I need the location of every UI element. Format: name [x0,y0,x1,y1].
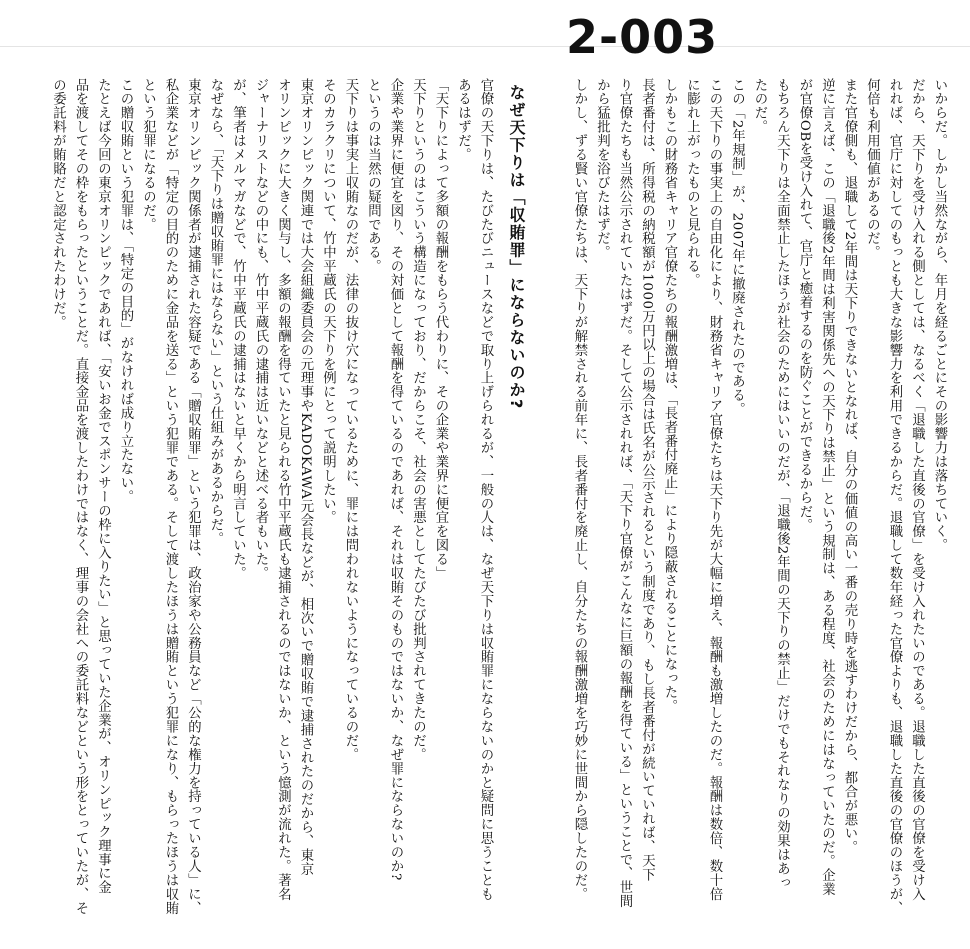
text-line: 企業や業界に便宜を図り、その対価として報酬を得ているのであれば、それは収賄そのものではないか、なぜ罪にならないのか? [388,78,403,881]
lower-text-block [26,78,496,938]
text-line: が官僚OBを受け入れて、官庁と癒着するのを防ぐことができるからだ。 [797,78,812,533]
text-line: いからだ。しかし当然ながら、年月を経るごとにその影響力は落ちていく。 [932,78,947,553]
text-line: 私企業などが「特定の目的のために金品を送る」という犯罪である。そして渡したほうは贈賄という犯罪になり、もらったほうは収賄 [163,78,178,915]
text-line: 逆に言えば、この「退職後2年間は利害関係先への天下りは禁止」という規制は、ある程度、社会のためにはなっていたのだ。企業 [819,78,835,897]
text-line: 何倍も利用価値があるのだ。 [864,78,880,260]
upper-text-block [550,78,950,938]
text-line: 官僚の天下りは、たびたびニュースなどで取り上げられるが、一般の人は、なぜ天下りは収賄罪にならないのかと疑問に思うことも [478,78,493,902]
text-line: という犯罪になるのだ。 [140,78,156,232]
text-line: というのは当然の疑問である。 [365,78,381,274]
text-line: たとえば今回の東京オリンピックであれば、「安いお金でスポンサーの枠に入りたい」と思っていた企業が、オリンピック理事に金 [95,78,111,895]
text-line: しかもこの財務省キャリア官僚たちの報酬激増は、「長者番付廃止」により隠蔽されることになった。 [662,78,677,713]
text-line: の委託料が賄賂だと認定されたわけだ。 [50,78,66,330]
text-line: 天下りは事実上収賄なのだが、法律の抜け穴になっているために、罪には問われないようになっているのだ。 [343,78,358,762]
text-line: 東京オリンピック関係者が逮捕された容疑である「贈収賄罪」という犯罪は、政治家や公務員など「公的な権力を持っている人」に、 [185,78,201,915]
text-line: 品を渡してその枠をもらったということだ。直接金品を渡したわけではなく、理事の会社への委託料などという形をとっていたが、そ [73,78,88,915]
section-heading: なぜ天下りは「収賄罪」にならないのか? [507,84,526,410]
text-line: に膨れ上がったものと見られる。 [684,78,700,288]
text-line: が、筆者はメルマガなどで、竹中平蔵氏の逮捕はないと早くから明言していた。 [230,78,246,581]
page-number: 2-003 [566,10,719,64]
text-line: あるはずだ。 [455,78,471,162]
text-line: また官僚側も、退職して2年間は天下りできないとなれば、自分の価値の高い一番の売り時を逃すわけだから、都合が悪い。 [842,78,857,855]
text-line: この「2年規制」が、2007年に撤廃されたのである。 [729,78,745,417]
text-line: れれば、官庁に対してのもっとも大きな影響力を利用できるからだ。退職して数年経った官僚よりも、退職した直後の官僚のほうが、 [887,78,902,915]
text-line: 東京オリンピック関連では大会組織委員会の元理事やKADOKAWA元会長などが、相次いで贈収賄で逮捕されたのだから、東京 [298,78,313,877]
text-line: もちろん天下りは全面禁止したほうが社会のためにはいいのだが、「退職後2年間の天下りの禁止」だけでもそれなりの効果はあっ [774,78,790,890]
text-line: この贈収賄という犯罪は、「特定の目的」がなければ成り立たない。 [118,78,133,504]
text-line: 長者番付は、所得税の納税額が1000万円以上の場合は氏名が公示されるという制度であり、もし長者番付が続いていれば、天下 [639,78,655,882]
text-line: しかし、ずる賢い官僚たちは、天下りが解禁される前年に、長者番付を廃止し、自分たちの報酬激増を巧妙に世間から隠したのだ。 [572,78,587,902]
text-line: そのカラクリについて、竹中平蔵氏の天下りを例にとって説明したい。 [320,78,336,525]
text-line: なぜなら、「天下りは贈収賄罪にはならない」という仕組みがあるからだ。 [208,78,223,546]
text-line: ジャーナリストなどの中にも、竹中平蔵氏の逮捕は近いなどと述べる者もいた。 [253,78,268,581]
text-line: 「天下りによって多額の報酬をもらう代わりに、その企業や業界に便宜を図る」 [433,78,448,581]
text-line: この天下りの事実上の自由化により、財務省キャリア官僚たちは天下り先が大幅に増え、報酬も激増したのだ。報酬は数倍、数十倍 [707,78,722,902]
text-line: り官僚たちも当然公示されていたはずだ。そして公示されれば、「天下り官僚がこんなに巨額の報酬を得ている」ということで、世間 [617,78,632,909]
text-line: だから、天下りを受け入れる側としては、なるべく「退職した直後の官僚」を受け入れたいのである。退職した直後の官僚を受け入 [909,78,925,902]
header-rule [0,46,970,47]
text-line: から猛批判を浴びたはずだ。 [594,78,610,260]
text-line: オリンピックに大きく関与し、多額の報酬を得ていたと見られる竹中平蔵氏も逮捕されるのではないか、という憶測が流れた。著名 [275,78,291,902]
text-line: たのだ。 [752,78,767,134]
text-line: 天下りというのはこういう構造になっており、だからこそ、社会の害悪としてたびたび批判されてきたのだ。 [410,78,426,762]
